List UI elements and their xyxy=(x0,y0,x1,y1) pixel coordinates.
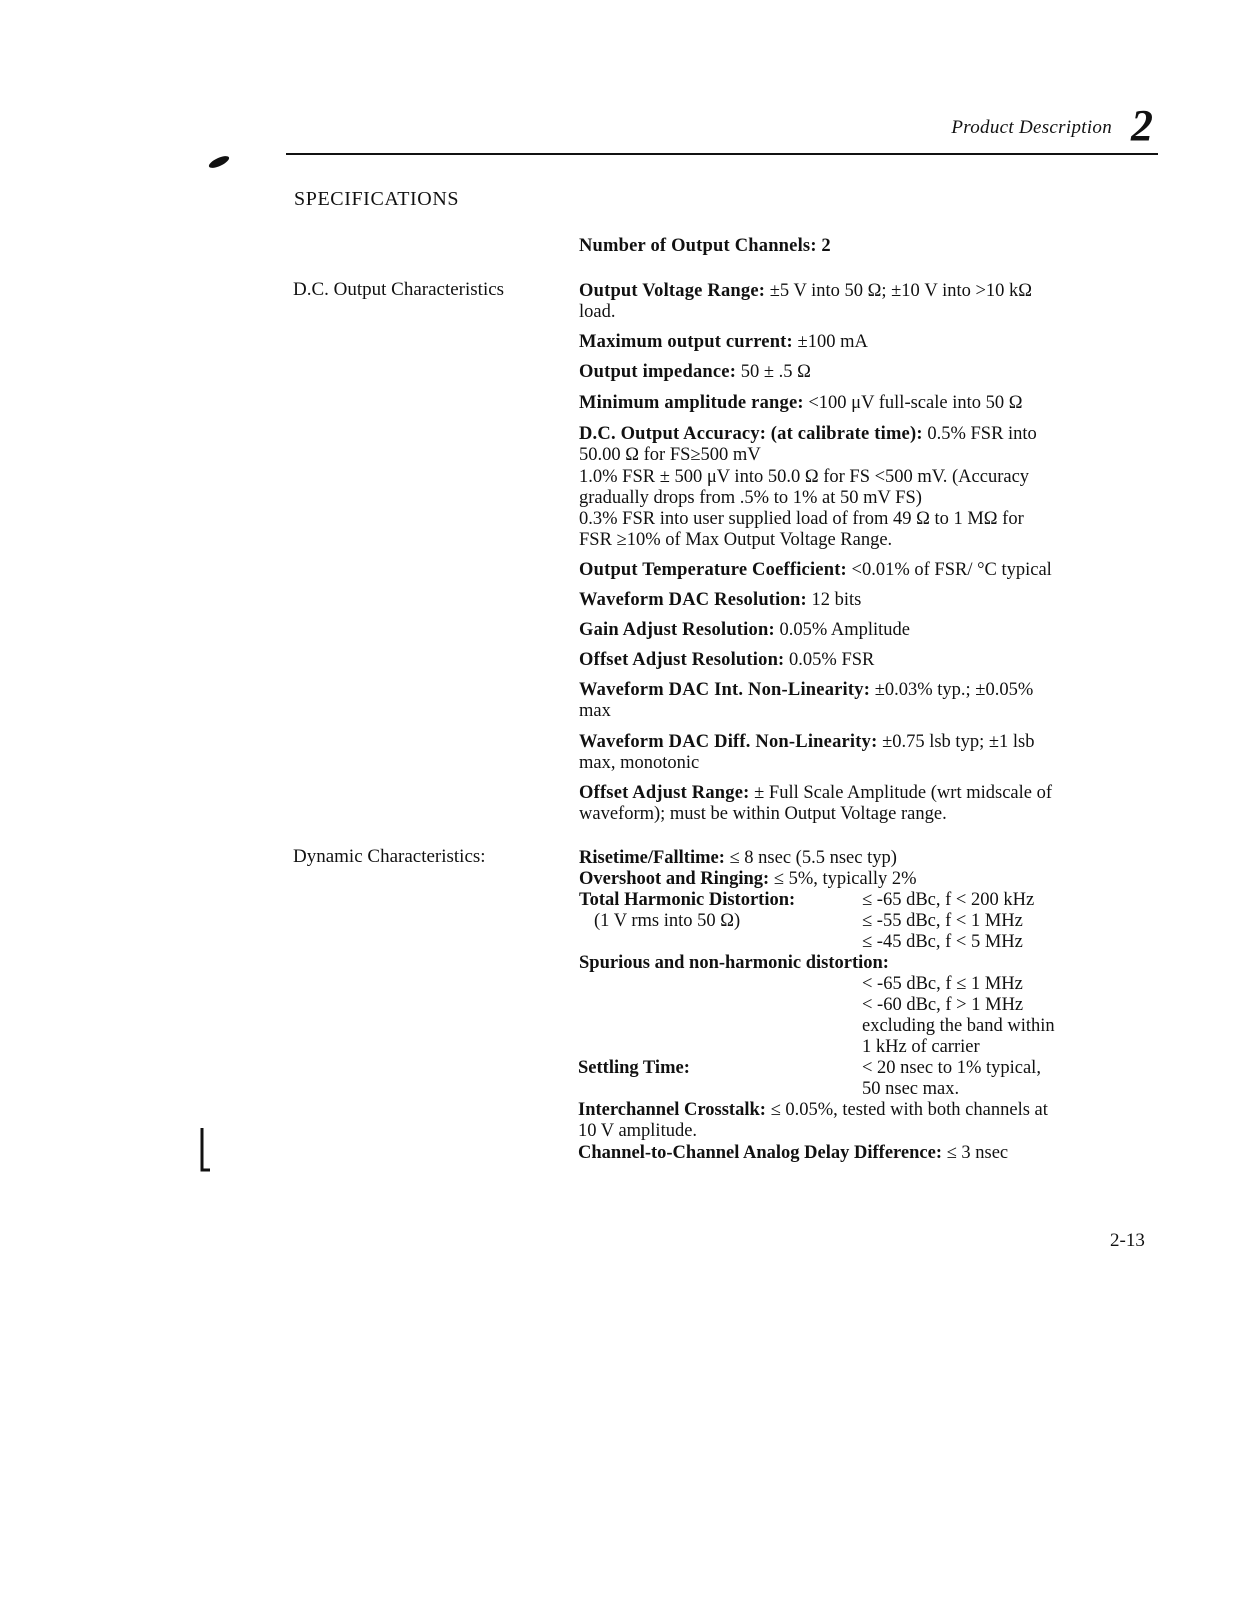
scan-mark xyxy=(207,154,230,171)
spec-value: ± Full Scale Amplitude (wrt midscale of xyxy=(754,783,1053,803)
spec-value: 0.05% FSR xyxy=(789,650,875,670)
spec-key: Waveform DAC Int. Non-Linearity: xyxy=(579,680,871,700)
spec-thd-value-3: ≤ -45 dBc, f < 5 MHz xyxy=(862,932,1023,952)
spec-value-line: FSR ≥10% of Max Output Voltage Range. xyxy=(579,530,893,550)
spec-thd-condition: (1 V rms into 50 Ω) xyxy=(594,911,741,931)
spec-value-cont: load. xyxy=(579,302,616,322)
spec-value: ±0.03% typ.; ±0.05% xyxy=(874,680,1034,700)
spec-key: Settling Time: xyxy=(578,1058,690,1078)
spec-spurious-value-2: < -60 dBc, f > 1 MHz xyxy=(862,995,1024,1015)
spec-settling-key xyxy=(578,1058,690,1079)
spec-spurious-value-4: 1 kHz of carrier xyxy=(862,1037,980,1057)
spec-thd-value-2: ≤ -55 dBc, f < 1 MHz xyxy=(862,911,1023,931)
spec-int-nonlinearity xyxy=(579,680,1159,722)
spec-key: Output Temperature Coefficient: xyxy=(579,560,847,580)
spec-value: 0.5% FSR into xyxy=(927,424,1037,444)
spec-temp-coefficient xyxy=(579,560,1159,581)
spec-value-line: 50.00 Ω for FS≥500 mV xyxy=(579,445,761,465)
spec-value: <0.01% of FSR/ °C typical xyxy=(851,560,1052,580)
spec-risetime xyxy=(579,848,897,869)
spec-output-channels xyxy=(579,236,1159,257)
spec-thd-value-1: ≤ -65 dBc, f < 200 kHz xyxy=(862,890,1035,910)
spec-value: ±100 mA xyxy=(797,332,868,352)
spec-key-qualifier: (at calibrate time): xyxy=(770,424,923,444)
spec-key: Offset Adjust Range: xyxy=(579,783,750,803)
spec-value: ≤ 5%, typically 2% xyxy=(773,869,917,889)
spec-value: 0.05% Amplitude xyxy=(779,620,910,640)
spec-value: ≤ 8 nsec (5.5 nsec typ) xyxy=(729,848,897,868)
chapter-number: 2 xyxy=(1131,101,1153,150)
spec-spurious-key xyxy=(579,953,889,974)
spec-key: Offset Adjust Resolution: xyxy=(579,650,785,670)
spec-dc-accuracy xyxy=(579,424,1159,551)
spec-value: 12 bits xyxy=(811,590,862,610)
spec-value: ≤ 3 nsec xyxy=(946,1143,1009,1163)
spec-settling-value-2: 50 nsec max. xyxy=(862,1079,960,1099)
spec-offset-resolution xyxy=(579,650,1159,671)
spec-key: Total Harmonic Distortion: xyxy=(579,890,796,910)
spec-value: <100 μV full-scale into 50 Ω xyxy=(808,393,1023,413)
dynamic-label: Dynamic Characteristics: xyxy=(293,846,486,867)
dc-output-label: D.C. Output Characteristics xyxy=(293,279,505,300)
spec-key: Minimum amplitude range: xyxy=(579,393,804,413)
spec-value-line: 0.3% FSR into user supplied load of from 49 Ω to 1 MΩ for xyxy=(579,509,1024,529)
spec-settling-value-1: < 20 nsec to 1% typical, xyxy=(862,1058,1041,1078)
spec-key: Risetime/Falltime: xyxy=(579,848,725,868)
spec-key: Output Voltage Range: xyxy=(579,281,766,301)
spec-key: D.C. Output Accuracy: xyxy=(579,424,767,444)
spec-value-cont: waveform); must be within Output Voltage range. xyxy=(579,804,947,824)
header-rule xyxy=(286,153,1158,155)
spec-value: ±5 V into 50 Ω; ±10 V into >10 kΩ xyxy=(769,281,1033,301)
spec-key: Number of Output Channels: xyxy=(579,236,817,256)
spec-key: Waveform DAC Diff. Non-Linearity: xyxy=(579,732,878,752)
spec-gain-resolution xyxy=(579,620,1159,641)
spec-value: 2 xyxy=(821,236,831,256)
spec-delay-difference xyxy=(578,1143,1008,1164)
margin-bracket-mark xyxy=(198,1126,212,1174)
spec-diff-nonlinearity xyxy=(579,732,1159,774)
spec-crosstalk xyxy=(578,1100,1048,1121)
running-header-title: Product Description xyxy=(951,117,1112,138)
page-number: 2-13 xyxy=(1110,1230,1145,1251)
spec-dac-resolution xyxy=(579,590,1159,611)
spec-key: Waveform DAC Resolution: xyxy=(579,590,807,610)
spec-key: Channel-to-Channel Analog Delay Difference: xyxy=(578,1143,942,1163)
spec-key: Interchannel Crosstalk: xyxy=(578,1100,766,1120)
spec-key: Spurious and non-harmonic distortion: xyxy=(579,953,889,973)
spec-spurious-value-3: excluding the band within xyxy=(862,1016,1055,1036)
spec-max-current xyxy=(579,332,1159,353)
spec-thd-key xyxy=(579,890,795,911)
spec-value-cont: max, monotonic xyxy=(579,753,700,773)
spec-key: Output impedance: xyxy=(579,362,737,382)
spec-key: Overshoot and Ringing: xyxy=(579,869,770,889)
spec-value: 50 ± .5 Ω xyxy=(740,362,811,382)
spec-offset-range xyxy=(579,783,1159,825)
spec-crosstalk-cont: 10 V amplitude. xyxy=(578,1121,698,1141)
spec-spurious-value-1: < -65 dBc, f ≤ 1 MHz xyxy=(862,974,1023,994)
spec-value: ±0.75 lsb typ; ±1 lsb xyxy=(882,732,1035,752)
spec-key: Gain Adjust Resolution: xyxy=(579,620,775,640)
spec-key: Maximum output current: xyxy=(579,332,793,352)
spec-output-impedance xyxy=(579,362,1159,383)
spec-overshoot xyxy=(579,869,917,890)
spec-value-cont: max xyxy=(579,701,611,721)
spec-output-voltage-range xyxy=(579,281,1159,323)
spec-value-line: 1.0% FSR ± 500 μV into 50.0 Ω for FS <500 mV. (Accuracy xyxy=(579,467,1030,487)
spec-value-line: gradually drops from .5% to 1% at 50 mV FS) xyxy=(579,488,922,508)
spec-value: ≤ 0.05%, tested with both channels at xyxy=(770,1100,1048,1120)
section-title: SPECIFICATIONS xyxy=(294,188,460,210)
spec-min-amplitude xyxy=(579,393,1159,414)
